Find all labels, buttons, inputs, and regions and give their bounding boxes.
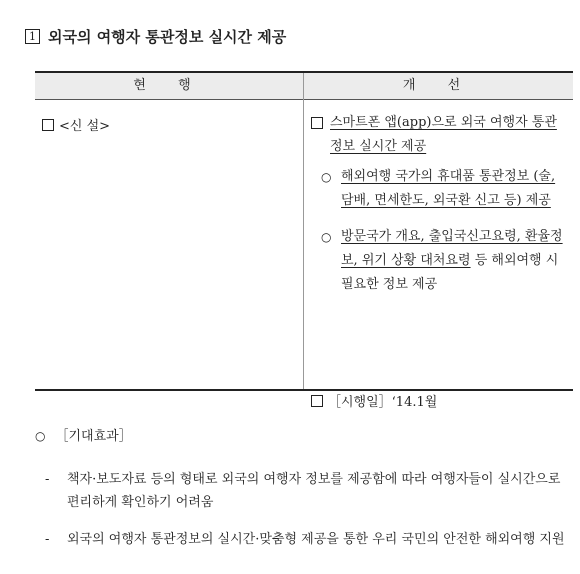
expected-effect-2 [45,528,570,551]
improved-sub-item-2 [311,225,569,297]
improved-sub-item-1 [311,165,569,213]
header-improved: 개 선 [402,78,475,93]
effective-date-text: ［시행일］‘14.1월 [328,395,438,410]
current-item [42,115,110,134]
checkbox-icon [311,395,323,407]
table-bottom-rule [35,389,573,391]
effective-date [311,391,437,415]
table-header-rule [35,99,573,100]
circle-bullet-icon: ○ [321,170,332,184]
circle-bullet-icon: ○ [35,429,46,443]
table-column-divider [303,73,304,389]
improved-sub-text-2-rest: 등 해외여행 시 필요한 정보 제공 [341,253,559,292]
section-number-box: 1 [25,29,40,44]
improved-sub-text-2-underlined: 방문국가 개요, 출입국신고요령, 환율정보, 위기 상황 대처요령 [341,229,563,268]
expected-effect-1 [45,468,570,514]
comparison-table [35,71,573,410]
improved-sub-text-1: 해외여행 국가의 휴대품 통관정보 (술, 담배, 면세한도, 외국환 신고 등) 제공 [341,169,556,208]
circle-bullet-icon: ○ [321,230,332,244]
header-current: 현 행 [133,78,205,93]
expected-effect-2-text: 외국의 여행자 통관정보의 실시간·맞춤형 제공을 통한 우리 국민의 안전한 해외여행 지원 [67,532,565,547]
current-item-text: <신 설> [59,119,111,134]
improved-main-item [311,111,569,159]
improved-column [311,111,569,410]
dash-bullet: - [45,532,50,547]
section-heading [25,26,286,47]
expected-effect-1-text: 책자·보도자료 등의 형태로 외국의 여행자 정보를 제공함에 따라 여행자들이 실시간으로 편리하게 확인하기 어려움 [67,472,561,510]
expected-effects-label [35,425,132,444]
improved-main-text: 스마트폰 앱(app)으로 외국 여행자 통관정보 실시간 제공 [330,115,557,154]
section-title: 외국의 여행자 통관정보 실시간 제공 [48,28,287,46]
checkbox-icon [311,117,323,129]
checkbox-icon [42,119,54,131]
expected-effects-title: ［기대효과］ [55,429,132,444]
dash-bullet: - [45,472,50,487]
